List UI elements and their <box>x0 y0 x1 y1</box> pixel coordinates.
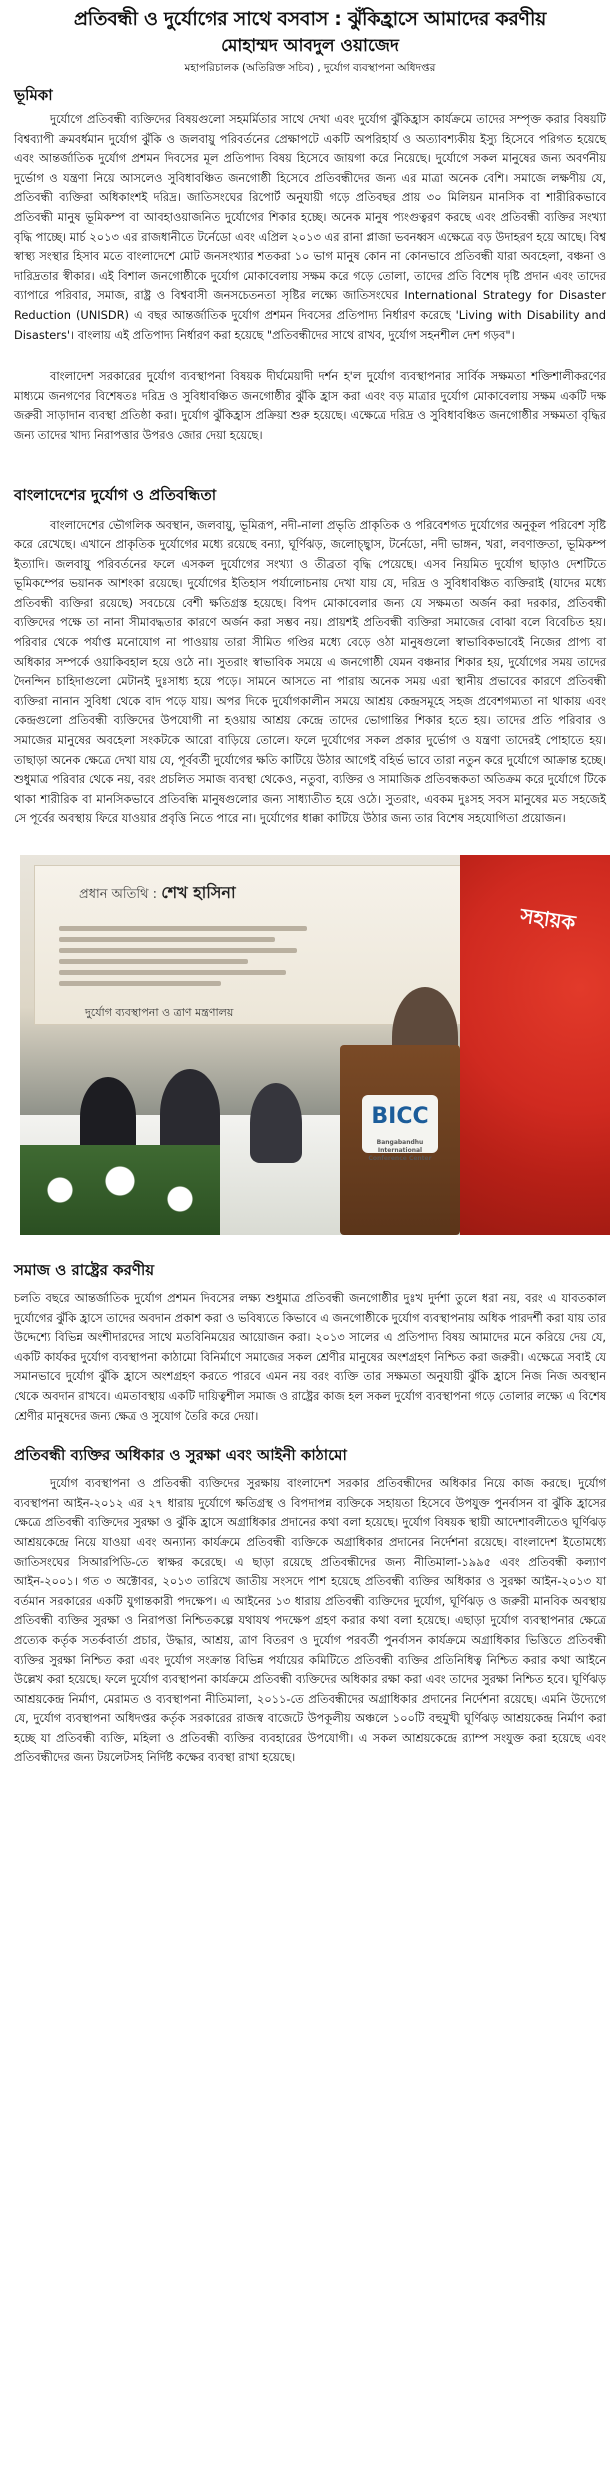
rights-legal-paragraph: দুর্যোগ ব্যবস্থাপনা ও প্রতিবন্ধী ব্যক্তিদের সুরক্ষায় বাংলাদেশ সরকার প্রতিবন্ধীদের অধিকার নিয়ে কাজ করছে। দুর্যোগ ব্যবস্থাপনা আইন-২০১২ এর ২৭ ধারায় দুর্যোগে ক্ষতিগ্রস্থ ও বিপদাপন্ন ব্যক্তিকে সহায়তা হিসেবে উপযুক্ত পুনর্বাসন বা ঝুঁকি হ্রাসের ক্ষেত্রে প্রতিবন্ধী ব্যক্তিদের সুরক্ষা ও ঝুঁকি হ্রাসে অগ্রাধিকার প্রদানের কথা বলা হয়েছে। দুর্যোগ বিষয়ক স্থায়ী আদেশাবলীতেও ঘূর্ণিঝড় আশ্রয়কেন্দ্রে নিয়ে যাওয়া এবং অন্যান্য কার্যক্রমে প্রতিবন্ধী ব্যক্তিকে অগ্রাধিকার প্রদানের নির্দেশনা রয়েছে। বাংলাদেশ ইতোমধ্যে জাতিসংঘের সিআরপিডি-তে স্বাক্ষর করেছে। এ ছাড়া রয়েছে প্রতিবন্ধীদের জন্য নীতিমালা-১৯৯৫ এবং প্রতিবন্ধী কল্যাণ আইন-২০০১। গত ৩ অক্টোবর, ২০১৩ তারিখে জাতীয় সংসদে পাশ হয়েছে প্রতিবন্ধী ব্যক্তির অধিকার ও সুরক্ষা আইন-২০১৩ যা বর্তমান সরকারের একটি যুগান্তকারী পদক্ষেপ। এ আইনের ১৩ ধারায় প্রতিবন্ধী ব্যক্তিদের দুর্যোগ, ঘূর্ণিঝড় ও জরুরী মানবিক অবস্থায় প্রতিবন্ধী ব্যক্তির সুরক্ষা ও নিরাপত্তা নিশ্চিতকল্পে যথাযথ পদক্ষেপ গ্রহণ করার কথা বলা হয়েছে। এছাড়া দুর্যোগ ব্যবস্থাপনার ক্ষেত্রে প্রত্যেক কর্তৃক সতর্কবার্তা প্রচার, উদ্ধার, আশ্রয়, ত্রাণ বিতরণ ও দুর্যোগ পরবর্তী পুনর্বাসন কার্যক্রমে অগ্রাধিকার ভিত্তিতে প্রতিবন্ধী ব্যক্তির সুরক্ষা নিশ্চিত করা এবং দুর্যোগ সংক্রান্ত বিভিন্ন পর্যায়ের কমিটিতে প্রতিবন্ধী ব্যক্তির প্রতিনিধিত্ব নিশ্চিত করার কথা আইনে উল্লেখ করা হয়েছে। ফলে দুর্যোগ ব্যবস্থাপনা কার্যক্রমে প্রতিবন্ধী ব্যক্তিদের অধিকার রক্ষা করা এবং তাদের সুরক্ষা নিশ্চিত হবে। ঘূর্ণিঝড় আশ্রয়কেন্দ্র নির্মাণ, মেরামত ও ব্যবস্থাপনা নীতিমালা, ২০১১-তে প্রতিবন্ধীদের অগ্রাধিকার প্রদানের নির্দেশনা রয়েছে। এমনি উদ্যেগে যে, দুর্যোগ ব্যবস্থাপনা অধিদপ্তর কর্তৃক সরকারের রাজস্ব বাজেটে উপকূলীয় অঞ্চলে ১০০টি বহুমুখী ঘূর্ণিঝড় আশ্রয়কেন্দ্র নির্মাণ করা হচ্ছে যা প্রতিবন্ধী ব্যক্তি, মহিলা ও প্রতিবন্ধী ব্যক্তির ব্যবহারের উপযোগী। এ সকল আশ্রয়কেন্দ্রে র‍্যাম্প সংযুক্ত করা হয়েছে এবং প্রতিবন্ধীদের জন্য টয়লেটসহ নির্দিষ্ট কক্ষের ব্যবস্থা রাখা হয়েছে। <box>14 1476 606 1765</box>
bangladesh-disaster-heading: বাংলাদেশের দুর্যোগ ও প্রতিবন্ধিতা <box>14 485 217 504</box>
banner-prefix: প্রধান অতিথি : <box>79 887 158 902</box>
flower-arrangement <box>20 1145 220 1235</box>
seated-guest <box>250 1083 302 1163</box>
bangladesh-disaster-paragraph: বাংলাদেশের ভৌগলিক অবস্থান, জলবায়ু, ভূমিরূপ, নদী-নালা প্রভৃতি প্রাকৃতিক ও পরিবেশগত দুর্যোগের অনুকূল পরিবেশ সৃষ্টি করে রেখেছে। এখানে প্রাকৃতিক দুর্যোগের মধ্যে রয়েছে বন্যা, ঘূর্ণিঝড়, জলোচ্ছ্বাস, টর্নেডো, নদী ভাঙ্গন, খরা, লবণাক্ততা, ভূমিকম্প ইত্যাদি। জলবায়ু পরিবর্তনের ফলে এসকল দুর্যোগের সংখ্যা ও তীব্রতা বৃদ্ধি পেয়েছে। এসব নিয়মিত দুর্যোগ ছাড়াও দেশটিতে ভূমিকম্পের ভয়ানক আশংকা রয়েছে। দুর্যোগের ইতিহাস পর্যালোচনায় দেখা যায় যে, দরিদ্র ও সুবিধাবঞ্চিত ব্যক্তিরাই (যাদের মধ্যে প্রতিবন্ধী ব্যক্তিরা রয়েছে) সবচেয়ে বেশী ক্ষতিগ্রস্ত হয়েছে। বিপদ মোকাবেলার জন্য যে সক্ষমতা অর্জন করা দরকার, প্রতিবন্ধী ব্যক্তিদের পক্ষে তা নানা সীমাবদ্ধতার কারণে অর্জন করা সম্ভব নয়। প্রায়শই প্রতিবন্ধী ব্যক্তিরা সমাজের বোঝা বলে বিবেচিত হয়। পরিবার থেকে পর্যাপ্ত মনোযোগ না পাওয়ায় তারা সীমিত গণ্ডির মধ্যে বেড়ে ওঠা মানুষগুলো স্বাভাবিকভাবেই নিজের প্রাপ্য বা অধিকার সম্পর্কে ওয়াকিবহাল হয়ে ওঠে না। সুতরাং স্বাভাবিক সময়ে এ জনগোষ্ঠী যেমন বঞ্চনার শিকার হয়, দুর্যোগের সময় তাদের দৈনন্দিন চাহিদাগুলো মেটানই দুঃসাধ্য হয়ে পড়ে। সামনে আসতে না পারায় অনেক সময় এরা স্থানীয় প্রভাবের কারণে প্রতিবন্ধী ব্যক্তিরা নানান সুবিধা থেকে বাদ পড়ে যায়। অপর দিকে দুর্যোগকালীন সময়ে আশ্রয় কেন্দ্রসমূহে সহজ প্রবেশগম্যতা না থাকায় এবং কেন্দ্রগুলো প্রতিবন্ধী ব্যক্তিদের উপযোগী না হওয়ায় আশ্রয় কেন্দ্রে তাদের ভোগান্তির শিকার হতে হয়। তাদের প্রতি পরিবার ও সমাজের মানুষের অবহেলা সংকটকে আরো বাড়িয়ে তোলে। ফলে দুর্যোগের সকল প্রকার দুর্ভোগ ও যন্ত্রণা তাদেরই পোহাতে হয়। তাছাড়া অনেক ক্ষেত্রে দেখা যায় যে, পূর্ববর্তী দুর্যোগের ক্ষতি কাটিয়ে উঠার আগেই বহির্ভ ভাবে তারা নতুন করে দুর্যোগে আক্রান্ত হচ্ছে। শুধুমাত্র পরিবার থেকে নয়, বরং প্রচলিত সমাজ ব্যবস্থা থেকেও, নতুবা, ব্যক্তির ও সামাজিক প্রতিবন্ধকতা অতিক্রম করে দুর্যোগে টিকে থাকা শারীরিক বা মানসিকভাবে প্রতিবন্ধি মানুষগুলোর জন্য সাধ্যাতীত হয়ে ওঠে। সুতরাং, এবকম দুঃসহ সবস মানুষের মত সহজেই সে পূর্বের অবস্থায় ফিরে যাওয়ার প্রবৃত্তি নিতে পারে না। দুর্যোগের ধাক্কা কাটিয়ে উঠার জন্য তার বিশেষ সহযোগিতা প্রয়োজন। <box>14 517 606 826</box>
banner-name: শেখ হাসিনা <box>161 883 236 902</box>
intro-heading: ভূমিকা <box>14 86 53 104</box>
society-state-paragraph: চলতি বছরে আন্তর্জাতিক দুর্যোগ প্রশমন দিবসের লক্ষ্য শুধুমাত্র প্রতিবন্ধী জনগোষ্ঠীর দুঃখ দুর্দশা তুলে ধরা নয়, বরং এ যাবতকাল দুর্যোগের ঝুঁকি হ্রাসে তাদের অবদান প্রকাশ করা ও ভবিষ্যতে কিভাবে এ জনগোষ্ঠীকে দুর্যোগ ব্যবস্থাপনায় অধিক পারদর্শী করা যায় তার উদ্দেশ্যে বিভিন্ন অংশীদারদের সাথে মতবিনিময়ের আয়োজন করা। ২০১৩ সালের এ প্রতিপাদ্য বিষয় আমাদের মনে করিয়ে দেয় যে, একটি কার্যকর দুর্যোগ ব্যবস্থাপনা কাঠামো বিনির্মাণে সমাজের সকল শ্রেণীর মানুষের অংশগ্রহণ নিশ্চিত করা জরুরী। এক্ষেত্রে সবাই যে সমানভাবে দুর্যোগ ঝুঁকি হ্রাসে অংশগ্রহণ করতে পারবে এমন নয় বরং ব্যক্তি তার সক্ষমতা অনুযায়ী ঝুঁকি হ্রাসে নিজ নিজ অবস্থান থেকে অবদান রাখবে। এমতাবস্থায় একটি দায়িত্বশীল সমাজ ও রাষ্ট্রের কাজ হল সকল দুর্যোগ ব্যবস্থাপনা গড়ে তোলার লক্ষ্যে এ বিশেষ শ্রেণীর মানুষদের জন্য ক্ষেত্র ও সুযোগ তৈরি করে দেয়া। <box>14 1291 606 1423</box>
society-state-heading: সমাজ ও রাষ্ট্রের করণীয় <box>14 1261 155 1279</box>
author-designation: মহাপরিচালক (অতিরিক্ত সচিব) , দুর্যোগ ব্যবস্থাপনা অধিদপ্তর <box>184 62 436 74</box>
red-backdrop-text: সহায়ক <box>518 903 578 935</box>
event-photo <box>20 855 610 1235</box>
banner-organization: দুর্যোগ ব্যবস্থাপনা ও ত্রাণ মন্ত্রণালয় <box>85 1006 234 1019</box>
article-title: প্রতিবন্ধী ও দুর্যোগের সাথে বসবাস : ঝুঁকিহ্রাসে আমাদের করণীয় <box>73 8 547 30</box>
bicc-logo <box>362 1095 438 1162</box>
bicc-logo-subtext: Bangabandhu International Conference Center <box>368 1139 432 1162</box>
bicc-logo-text: BICC <box>371 1104 429 1129</box>
podium <box>340 1045 460 1235</box>
author-name: মোহাম্মদ আবদুল ওয়াজেদ <box>221 36 399 56</box>
rights-legal-heading: প্রতিবন্ধী ব্যক্তির অধিকার ও সুরক্ষা এবং আইনী কাঠামো <box>14 1446 347 1465</box>
red-backdrop <box>460 855 610 1235</box>
intro-paragraph-1: দুর্যোগে প্রতিবন্ধী ব্যক্তিদের বিষয়গুলো সহমর্মিতার সাথে দেখা এবং দুর্যোগ ঝুঁকিহ্রাস কার্যক্রমে তাদের সম্পৃক্ত করার বিষয়টি বিশ্বব্যাপী ক্রমবর্ধমান দুর্যোগ ঝুঁকি ও জলবায়ু পরিবর্তনের প্রেক্ষাপটে একটি অপরিহার্য ও অত্যাবশ্যকীয় ইস্যু হিসেবে পরিগত হয়েছে এবং আন্তর্জাতিক দুর্যোগ প্রশমন দিবসের মূল প্রতিপাদ্য বিষয় হিসেবে জায়গা করে নিয়েছে। দুর্যোগে সকল মানুষের জন্য অবর্ণনীয় দুর্ভোগ ও যন্ত্রণা নিয়ে আসলেও সুবিধাবঞ্চিত জনগোষ্ঠী হিসেবে প্রতিবন্ধীদের জন্য এর মাত্রা অনেক বেশি। সমাজে লক্ষণীয় যে, প্রতিবন্ধী ব্যক্তিরা অধিকাংশই দরিদ্র। জাতিসংঘের রিপোর্ট অনুযায়ী গড়ে প্রতিবছর প্রায় ৩০ মিলিয়ন মানসিক বা শারীরিকভাবে প্রতিবন্ধী মানুষ ভূমিকম্প বা আবহাওয়াজনিত দুর্যোগের শিকার হচ্ছে। অনেক মানুষ প্যংগুত্বরণ করছে এবং প্রতিবন্ধী ব্যক্তির সংখ্যা বৃদ্ধি পাচ্ছে। মার্চ ২০১৩ এর রাজধানীতে টর্নেডো এবং এপ্রিল ২০১৩ এর রানা প্লাজা ভবনধ্বস এক্ষেত্রে বড় উদাহরণ হয়ে আছে। বিশ্ব স্বাস্থ্য সংস্থার হিসাব মতে বাংলাদেশে মোট জনসংখ্যার শতকরা ১০ ভাগ মানুষ কোন না কোনভাবে প্রতিবন্ধী যারা অবহেলা, বঞ্চনা ও দারিদ্রতার স্বীকার। এই বিশাল জনগোষ্ঠীকে দুর্যোগ মোকাবেলায় সক্ষম করে গড়ে তোলা, তাদের প্রতি বিশেষ দৃষ্টি প্রদান এবং তাদের ব্যাপারে পরিবার, সমাজ, রাষ্ট্র ও বিশ্ববাসী জনসচেতনতা সৃষ্টির লক্ষ্যে জাতিসংঘের International Strategy for Disaster Reduction (UNISDR) এ বছর আন্তর্জাতিক দুর্যোগ প্রশমন দিবসের প্রতিপাদ্য নির্ধারণ করেছে 'Living with Disability and Disasters'। বাংলায় এই প্রতিপাদ্য নির্ধারণ করা হয়েছে "প্রতিবন্ধীদের সাথে রাখব, দুর্যোগ সহনশীল দেশ গড়ব"। <box>14 112 606 342</box>
event-banner <box>34 865 464 1025</box>
banner-text-lines <box>59 926 329 992</box>
intro-paragraph-2: বাংলাদেশ সরকারের দুর্যোগ ব্যবস্থাপনা বিষয়ক দীর্ঘমেয়াদী দর্শন হ'ল দুর্যোগ ব্যবস্থাপনার সার্বিক সক্ষমতা শক্তিশালীকরণের মাধ্যমে জনগণের বিশেষতঃ দরিদ্র ও সুবিধাবঞ্চিত জনগোষ্ঠীর ঝুঁকি হ্রাস করা এবং বড় মাত্রার দুর্যোগ মোকাবেলায় সক্ষম একটি দক্ষ জরুরী সাড়াদান ব্যবস্থা প্রতিষ্ঠা করা। দুর্যোগ ঝুঁকিহ্রাস প্রক্রিয়া শুরু হয়েছে। এক্ষেত্রে দরিদ্র ও সুবিধাবঞ্চিত জনগোষ্ঠীর সক্ষমতা বৃদ্ধির জন্য তাদের খাদ্য নিরাপত্তার উপরও জোর দেয়া হয়েছে। <box>14 369 606 442</box>
banner-chief-guest <box>79 880 236 907</box>
